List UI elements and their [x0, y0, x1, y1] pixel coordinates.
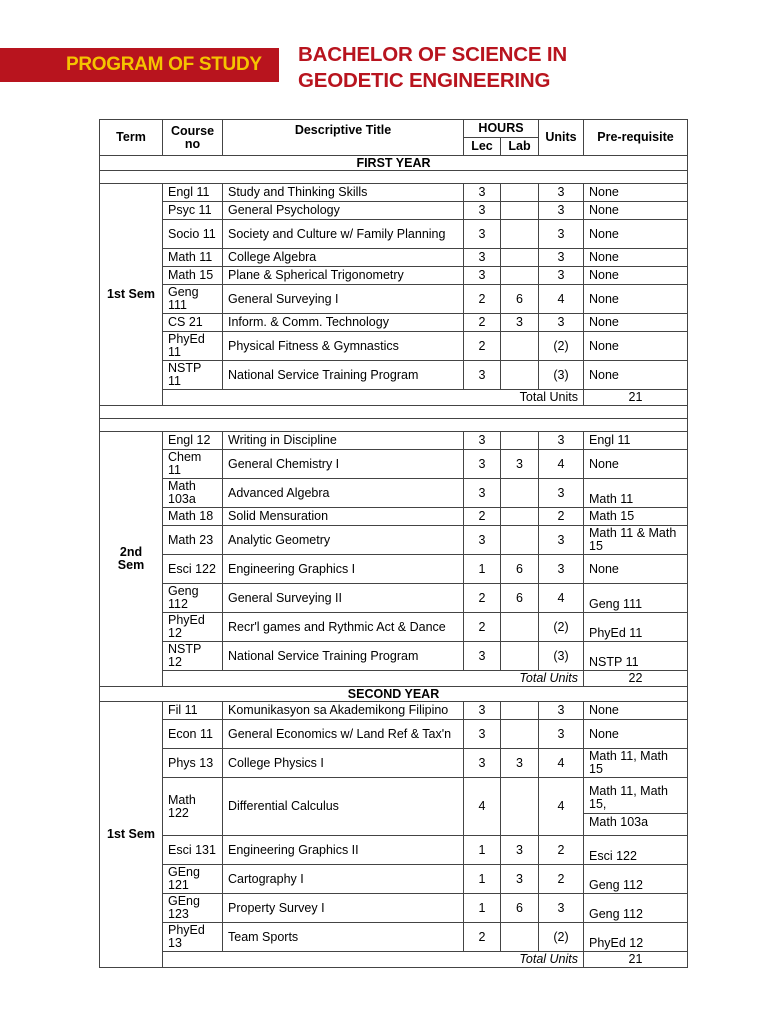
- total-spacer: [163, 390, 464, 406]
- lab-hours: [501, 923, 539, 952]
- course-row: [100, 450, 688, 479]
- units: 4: [539, 749, 584, 778]
- prerequisite-line1: Math 11, Math 15,: [584, 784, 687, 814]
- course-no: Math 23: [163, 526, 223, 555]
- course-title: College Physics I: [223, 749, 464, 778]
- course-no: Esci 122: [163, 555, 223, 584]
- course-title: Society and Culture w/ Family Planning: [223, 220, 464, 249]
- units: 3: [539, 555, 584, 584]
- course-no: Math 15: [163, 267, 223, 285]
- lab-hours: [501, 479, 539, 508]
- units: 4: [539, 285, 584, 314]
- program-table: [99, 119, 688, 968]
- course-no: Math 103a: [163, 479, 223, 508]
- course-row: [100, 702, 688, 720]
- lab-hours: [501, 432, 539, 450]
- total-label: Total Units: [464, 952, 584, 968]
- lec-hours: 3: [464, 720, 501, 749]
- units: (2): [539, 332, 584, 361]
- course-title: Komunikasyon sa Akademikong Filipino: [223, 702, 464, 720]
- lab-hours: 3: [501, 865, 539, 894]
- course-title: General Economics w/ Land Ref & Tax'n: [223, 720, 464, 749]
- course-title: Solid Mensuration: [223, 508, 464, 526]
- course-row: [100, 267, 688, 285]
- course-title: Team Sports: [223, 923, 464, 952]
- course-row: [100, 220, 688, 249]
- course-title: National Service Training Program: [223, 642, 464, 671]
- term-label: 1st Sem: [100, 184, 163, 406]
- prerequisite: NSTP 11: [584, 642, 688, 671]
- separator-row: [100, 171, 688, 184]
- header-hours: HOURS: [464, 120, 539, 138]
- header-units: Units: [539, 120, 584, 156]
- term-label: 1st Sem: [100, 702, 163, 968]
- units: 3: [539, 184, 584, 202]
- course-no: Psyc 11: [163, 202, 223, 220]
- lab-hours: 6: [501, 285, 539, 314]
- separator-row: [100, 406, 688, 419]
- course-title: Study and Thinking Skills: [223, 184, 464, 202]
- total-spacer: [163, 952, 464, 968]
- lab-hours: 6: [501, 894, 539, 923]
- course-no: Math 11: [163, 249, 223, 267]
- lec-hours: 4: [464, 778, 501, 836]
- program-of-study-banner: [0, 48, 279, 82]
- year-heading: FIRST YEAR: [100, 156, 688, 171]
- prerequisite: None: [584, 267, 688, 285]
- prerequisite: None: [584, 450, 688, 479]
- lab-hours: 6: [501, 584, 539, 613]
- prerequisite: None: [584, 720, 688, 749]
- lab-hours: 6: [501, 555, 539, 584]
- course-title: General Surveying I: [223, 285, 464, 314]
- header-title: Descriptive Title: [223, 120, 464, 156]
- course-no: NSTP 11: [163, 361, 223, 390]
- course-no: Socio 11: [163, 220, 223, 249]
- lab-hours: [501, 526, 539, 555]
- prerequisite: Geng 112: [584, 865, 688, 894]
- course-row: [100, 361, 688, 390]
- course-title: Property Survey I: [223, 894, 464, 923]
- course-no: PhyEd 11: [163, 332, 223, 361]
- course-row: [100, 202, 688, 220]
- course-row: [100, 184, 688, 202]
- lec-hours: 2: [464, 613, 501, 642]
- total-units: 21: [584, 952, 688, 968]
- units: 3: [539, 249, 584, 267]
- prerequisite: Math 11, Math 15: [584, 749, 688, 778]
- total-spacer: [163, 671, 464, 687]
- prerequisite: Geng 112: [584, 894, 688, 923]
- course-row: [100, 432, 688, 450]
- total-row: [100, 952, 688, 968]
- lec-hours: 2: [464, 314, 501, 332]
- lab-hours: [501, 202, 539, 220]
- total-units: 22: [584, 671, 688, 687]
- lec-hours: 1: [464, 836, 501, 865]
- prerequisite-line2: Math 103a: [589, 815, 649, 829]
- total-label: Total Units: [464, 671, 584, 687]
- lab-hours: [501, 720, 539, 749]
- lec-hours: 3: [464, 202, 501, 220]
- lec-hours: 2: [464, 332, 501, 361]
- header-prereq: Pre-requisite: [584, 120, 688, 156]
- prerequisite: None: [584, 702, 688, 720]
- degree-title-line2: GEODETIC ENGINEERING: [298, 69, 551, 92]
- prerequisite: None: [584, 314, 688, 332]
- course-row: [100, 332, 688, 361]
- lec-hours: 1: [464, 555, 501, 584]
- prerequisite: Math 15: [584, 508, 688, 526]
- course-row: [100, 249, 688, 267]
- second-year-row: [100, 687, 688, 702]
- course-title: Inform. & Comm. Technology: [223, 314, 464, 332]
- units: (2): [539, 613, 584, 642]
- units: 2: [539, 508, 584, 526]
- units: 3: [539, 479, 584, 508]
- course-title: Plane & Spherical Trigonometry: [223, 267, 464, 285]
- prerequisite: None: [584, 202, 688, 220]
- lab-hours: [501, 613, 539, 642]
- course-row: [100, 314, 688, 332]
- units: 3: [539, 314, 584, 332]
- lec-hours: 3: [464, 479, 501, 508]
- banner-text: PROGRAM OF STUDY: [66, 54, 262, 75]
- units: 3: [539, 894, 584, 923]
- lab-hours: [501, 702, 539, 720]
- course-no: Esci 131: [163, 836, 223, 865]
- lec-hours: 3: [464, 749, 501, 778]
- units: 4: [539, 778, 584, 836]
- lec-hours: 3: [464, 267, 501, 285]
- header-term: Term: [100, 120, 163, 156]
- units: 2: [539, 836, 584, 865]
- course-row: [100, 749, 688, 778]
- course-no: Engl 11: [163, 184, 223, 202]
- course-no: Chem 11: [163, 450, 223, 479]
- course-no: NSTP 12: [163, 642, 223, 671]
- separator-row: [100, 419, 688, 432]
- course-no: GEng 121: [163, 865, 223, 894]
- course-title: Engineering Graphics I: [223, 555, 464, 584]
- prerequisite: None: [584, 361, 688, 390]
- units: 3: [539, 220, 584, 249]
- units: 2: [539, 865, 584, 894]
- prerequisite: None: [584, 249, 688, 267]
- degree-title-line1: BACHELOR OF SCIENCE IN: [298, 43, 567, 66]
- course-title: General Surveying II: [223, 584, 464, 613]
- course-title: Differential Calculus: [223, 778, 464, 836]
- lab-hours: [501, 267, 539, 285]
- units: 3: [539, 720, 584, 749]
- course-title: Recr'l games and Rythmic Act & Dance: [223, 613, 464, 642]
- course-row: [100, 894, 688, 923]
- course-no: CS 21: [163, 314, 223, 332]
- course-no: PhyEd 13: [163, 923, 223, 952]
- course-title: Writing in Discipline: [223, 432, 464, 450]
- prerequisite: PhyEd 12: [584, 923, 688, 952]
- lab-hours: [501, 361, 539, 390]
- first-year-row: [100, 156, 688, 171]
- course-row: [100, 526, 688, 555]
- course-no: GEng 123: [163, 894, 223, 923]
- course-no: Math 18: [163, 508, 223, 526]
- course-row: [100, 613, 688, 642]
- units: (2): [539, 923, 584, 952]
- course-row: [100, 642, 688, 671]
- units: 4: [539, 584, 584, 613]
- lec-hours: 2: [464, 285, 501, 314]
- degree-title: [298, 42, 567, 94]
- total-units: 21: [584, 390, 688, 406]
- prerequisite: PhyEd 11: [584, 613, 688, 642]
- lab-hours: [501, 249, 539, 267]
- units: 3: [539, 202, 584, 220]
- total-row: [100, 671, 688, 687]
- lab-hours: [501, 332, 539, 361]
- course-row: [100, 778, 688, 836]
- course-title: College Algebra: [223, 249, 464, 267]
- lab-hours: 3: [501, 450, 539, 479]
- units: 3: [539, 702, 584, 720]
- units: 3: [539, 267, 584, 285]
- lec-hours: 3: [464, 432, 501, 450]
- units: (3): [539, 361, 584, 390]
- lab-hours: 3: [501, 749, 539, 778]
- total-label: Total Units: [464, 390, 584, 406]
- prerequisite: None: [584, 285, 688, 314]
- lab-hours: 3: [501, 836, 539, 865]
- lec-hours: 3: [464, 249, 501, 267]
- course-title: General Chemistry I: [223, 450, 464, 479]
- units: 3: [539, 526, 584, 555]
- course-no: Geng 111: [163, 285, 223, 314]
- course-no: Engl 12: [163, 432, 223, 450]
- course-row: [100, 865, 688, 894]
- course-no: Phys 13: [163, 749, 223, 778]
- lec-hours: 3: [464, 184, 501, 202]
- prerequisite: None: [584, 332, 688, 361]
- course-title: Analytic Geometry: [223, 526, 464, 555]
- course-title: Cartography I: [223, 865, 464, 894]
- units: 3: [539, 432, 584, 450]
- prerequisite: Math 11 & Math 15: [584, 526, 688, 555]
- course-no: Fil 11: [163, 702, 223, 720]
- course-no: Math 122: [163, 778, 223, 836]
- course-title: Physical Fitness & Gymnastics: [223, 332, 464, 361]
- prerequisite: Math 11: [584, 479, 688, 508]
- course-row: [100, 479, 688, 508]
- header-lab: Lab: [501, 138, 539, 156]
- lab-hours: [501, 642, 539, 671]
- units: 4: [539, 450, 584, 479]
- lab-hours: [501, 508, 539, 526]
- prerequisite: None: [584, 220, 688, 249]
- lec-hours: 3: [464, 526, 501, 555]
- course-no: Econ 11: [163, 720, 223, 749]
- prerequisite: None: [584, 184, 688, 202]
- course-row: [100, 923, 688, 952]
- course-row: [100, 720, 688, 749]
- lec-hours: 3: [464, 642, 501, 671]
- course-row: [100, 285, 688, 314]
- course-title: Engineering Graphics II: [223, 836, 464, 865]
- prerequisite: Esci 122: [584, 836, 688, 865]
- units: (3): [539, 642, 584, 671]
- course-no: PhyEd 12: [163, 613, 223, 642]
- course-row: [100, 555, 688, 584]
- prerequisite: None: [584, 555, 688, 584]
- prerequisite: Geng 111: [584, 584, 688, 613]
- header-lec: Lec: [464, 138, 501, 156]
- course-row: [100, 584, 688, 613]
- lec-hours: 3: [464, 361, 501, 390]
- course-title: General Psychology: [223, 202, 464, 220]
- year-heading: SECOND YEAR: [100, 687, 688, 702]
- lab-hours: 3: [501, 314, 539, 332]
- lec-hours: 3: [464, 450, 501, 479]
- prerequisite: [584, 778, 688, 836]
- course-no: Geng 112: [163, 584, 223, 613]
- lec-hours: 1: [464, 865, 501, 894]
- course-title: Advanced Algebra: [223, 479, 464, 508]
- lec-hours: 2: [464, 508, 501, 526]
- lec-hours: 3: [464, 220, 501, 249]
- lab-hours: [501, 184, 539, 202]
- lec-hours: 2: [464, 923, 501, 952]
- course-row: [100, 836, 688, 865]
- total-row: [100, 390, 688, 406]
- lab-hours: [501, 778, 539, 836]
- course-row: [100, 508, 688, 526]
- term-label: 2nd Sem: [100, 432, 163, 687]
- lab-hours: [501, 220, 539, 249]
- lec-hours: 2: [464, 584, 501, 613]
- course-title: National Service Training Program: [223, 361, 464, 390]
- lec-hours: 1: [464, 894, 501, 923]
- lec-hours: 3: [464, 702, 501, 720]
- prerequisite: Engl 11: [584, 432, 688, 450]
- header-course: Course no: [163, 120, 223, 156]
